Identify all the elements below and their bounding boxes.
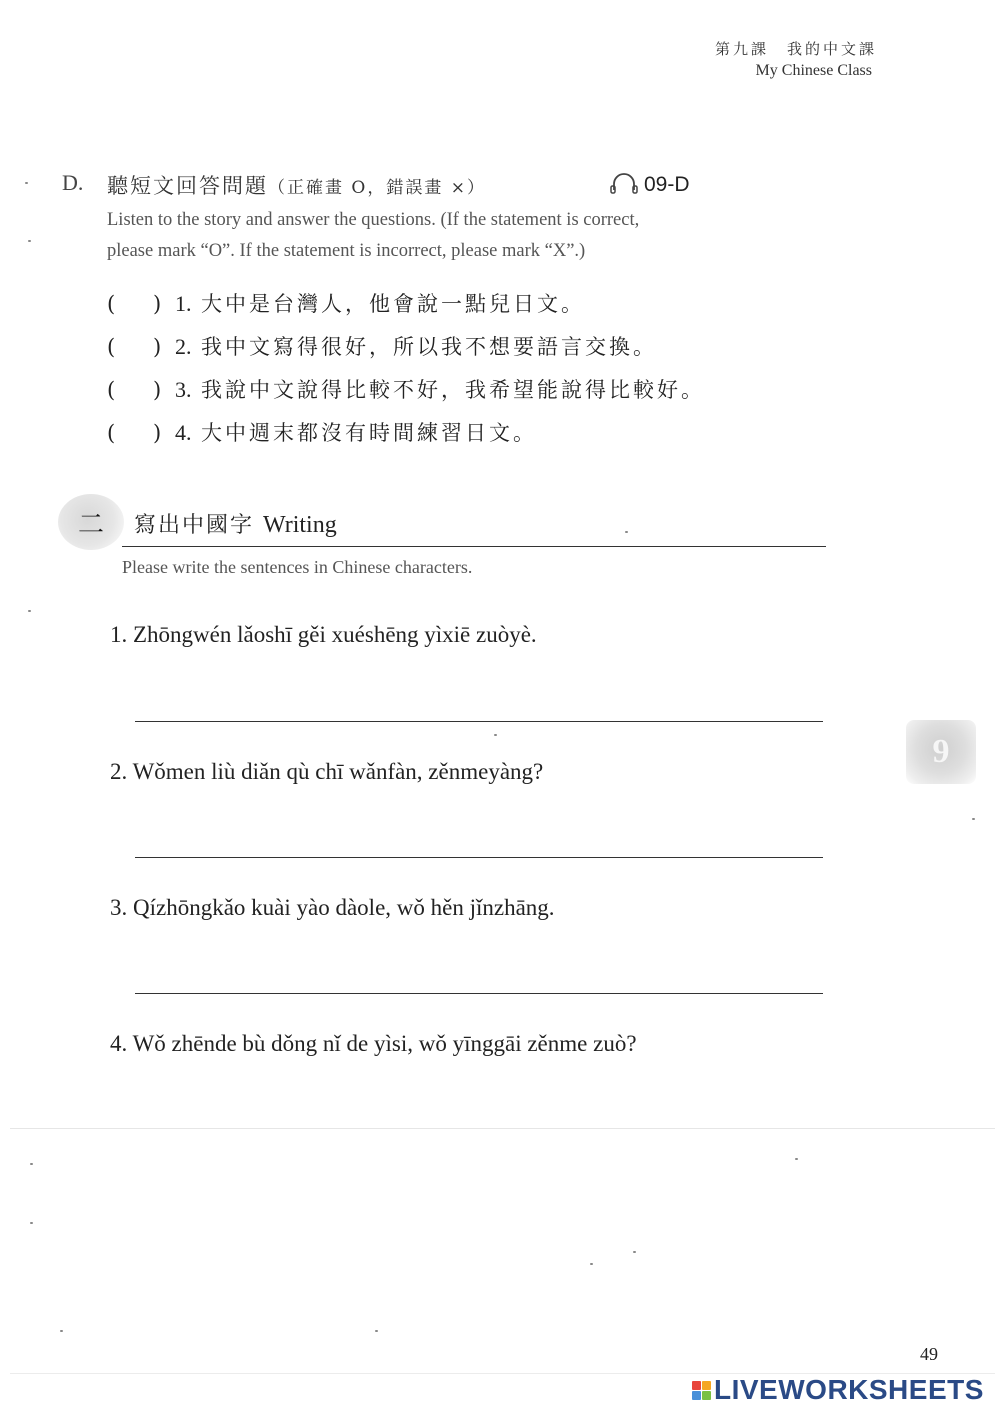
scan-speck [633,1251,636,1253]
scan-edge-line [10,1128,995,1129]
liveworksheets-brand: LIVEWORKSHEETS [714,1374,984,1405]
pinyin-sentence-4: 4. Wǒ zhēnde bù dǒng nǐ de yìsi, wǒ yīnggāi zěnme zuò? [110,1031,637,1056]
section-2-divider [122,546,826,547]
true-false-item-2 [107,331,705,374]
scan-speck [625,531,628,533]
scan-speck [375,1330,378,1332]
item-statement: 大中是台灣人，他會說一點兒日文。 [201,292,585,316]
scan-speck [28,240,31,242]
pinyin-sentence-3: 3. Qízhōngkǎo kuài yào dàole, wǒ hěn jǐnzhāng. [110,895,555,920]
instruction-line-1: Listen to the story and answer the questions. (If the statement is correct, [107,210,640,230]
answer-blank-open[interactable]: ( [107,421,116,445]
audio-reference [606,172,690,198]
lesson-title-zh: 第九課 我的中文課 [714,40,877,58]
true-false-list [107,288,705,460]
answer-blank-open[interactable]: ( [107,335,116,359]
logo-square-blue [692,1391,701,1400]
scan-speck [972,818,975,820]
answer-blank-open[interactable]: ( [107,378,116,402]
answer-blank-close: ) [153,292,162,316]
section-2-badge [58,494,124,550]
logo-square-red [692,1381,701,1390]
section-d-title-paren: （正確畫 O，錯誤畫 ×） [268,178,486,198]
item-number: 3. [175,377,192,402]
answer-line-1[interactable] [135,721,823,722]
liveworksheets-icon [692,1381,711,1400]
section-d-label: D. [62,170,84,195]
answer-blank-open[interactable]: ( [107,292,116,316]
true-false-item-4 [107,417,705,460]
scan-speck [494,734,497,736]
logo-square-green [702,1391,711,1400]
liveworksheets-logo [692,1374,984,1406]
section-d-title [107,170,486,200]
true-false-item-1 [107,288,705,331]
section-2-instructions: Please write the sentences in Chinese characters. [122,557,473,577]
pinyin-sentence-2: 2. Wǒmen liù diǎn qù chī wǎnfàn, zěnmeyàng? [110,759,544,784]
logo-square-orange [702,1381,711,1390]
section-2-title-zh: 寫出中國字 [134,513,255,538]
chapter-tab [906,720,976,784]
item-statement: 大中週末都沒有時間練習日文。 [201,421,537,445]
scan-speck [795,1158,798,1160]
audio-track-code: 09-D [644,173,690,196]
item-number: 4. [175,420,192,445]
section-2-title [134,508,337,539]
item-statement: 我說中文說得比較不好，我希望能說得比較好。 [201,378,705,402]
scan-speck [30,1222,33,1224]
pinyin-sentence-1: 1. Zhōngwén lǎoshī gěi xuéshēng yìxiē zuòyè. [110,622,537,647]
item-number: 1. [175,291,192,316]
section-2-title-en: Writing [263,512,337,538]
answer-blank-close: ) [153,335,162,359]
answer-blank-close: ) [153,378,162,402]
answer-line-3[interactable] [135,993,823,994]
section-d-title-zh: 聽短文回答問題 [107,174,268,198]
chapter-tab-number: 9 [932,733,950,770]
scan-speck [60,1330,63,1332]
headphones-icon [606,172,642,198]
section-d-instructions [107,205,837,267]
item-number: 2. [175,334,192,359]
scan-speck [30,1163,33,1165]
section-2-number: 二 [77,509,104,540]
instruction-line-2: please mark “O”. If the statement is incorrect, please mark “X”.) [107,241,586,261]
page-number: 49 [920,1344,938,1364]
scan-speck [590,1263,593,1265]
scan-speck [25,182,28,184]
lesson-title-en: My Chinese Class [755,62,872,79]
answer-blank-close: ) [153,421,162,445]
answer-line-2[interactable] [135,857,823,858]
true-false-item-3 [107,374,705,417]
item-statement: 我中文寫得很好，所以我不想要語言交換。 [201,335,657,359]
scan-speck [28,610,31,612]
